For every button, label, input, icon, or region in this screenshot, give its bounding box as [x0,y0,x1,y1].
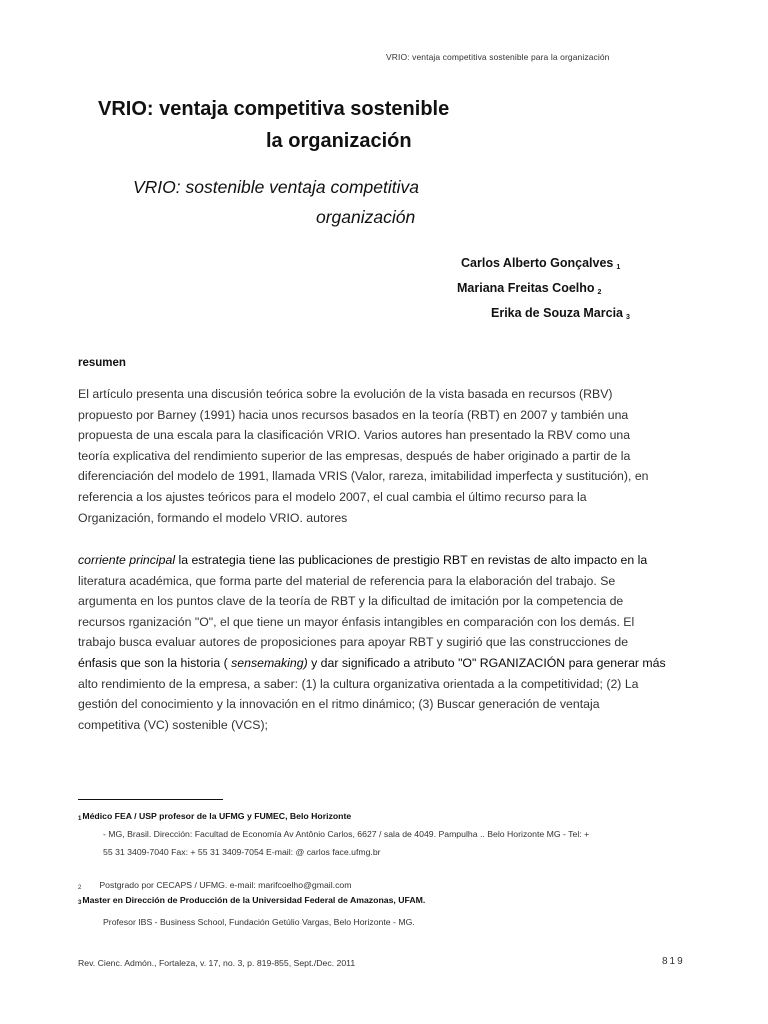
footnote-text: Médico FEA / USP profesor de la UFMG y FUMEC, Belo Horizonte [82,811,352,821]
text-line [78,550,698,571]
author-mark: 1 [616,264,621,271]
text-line: recursos rganización "O", el que tiene un mayor énfasis intangibles en comparación con los demás. El [78,614,635,629]
text-line: propuesto por Barney (1991) hacia unos recursos basados en la teoría (RBT) en 2007 y también una [78,407,629,422]
footnote-mark: 3 [78,900,82,906]
text-line: argumenta en los puntos clave de la teoría de RBT y la dificultad de imitación por la competencia de [78,594,624,609]
footnote-3 [78,895,425,905]
footnote-3-line-2: Profesor IBS - Business School, Fundación Getúlio Vargas, Belo Horizonte - MG. [103,917,415,927]
text-run: la estrategia tiene las publicaciones de prestigio RBT en revistas de alto impacto en la [175,553,648,567]
author-name: Mariana Freitas Coelho [457,281,595,295]
text-run: y dar significado a atributo "O" RGANIZACIÓN para generar más [307,655,666,670]
text-run: énfasis que son la historia ( [78,655,232,670]
abstract-paragraph-1 [78,384,698,528]
text-line: propuesta de una escala para la clasificación VRIO. Varios autores han presentado la RBV como una [78,428,631,443]
footnote-text: Postgrado por CECAPS / UFMG. e-mail: marifcoelho@gmail.com [99,880,352,890]
text-line: alto rendimiento de la empresa, a saber: (1) la cultura organizativa orientada a la competitividad; (2) La [78,676,639,691]
text-line: gestión del conocimiento y la innovación en el ritmo dinámico; (3) Buscar generación de ventaja [78,697,600,712]
italic-phrase: sensemaking) [231,655,308,670]
text-line [78,653,698,674]
italic-phrase: corriente principal [78,553,176,567]
subtitle-line-2: organización [316,207,416,227]
footnote-1-line-2: - MG, Brasil. Dirección: Facultad de Economía Av Antônio Carlos, 6627 / sala de 4049. Pampulha .. Belo Horizonte MG - Tel: + [103,829,590,839]
abstract-paragraph-2 [78,550,698,735]
title-line-1: VRIO: ventaja competitiva sostenible [98,98,450,120]
author-name: Carlos Alberto Gonçalves [461,256,614,270]
footnote-text: Master en Dirección de Producción de la Universidad Federal de Amazonas, UFAM. [82,895,426,905]
running-head: VRIO: ventaja competitiva sostenible para la organización [386,52,610,62]
text-line: diferenciación del modelo de 1991, llamada VRIS (Valor, rareza, imitabilidad imperfecta y sustitución), en [78,469,649,484]
page-number: 819 [662,956,685,967]
text-line: Organización, formando el modelo VRIO. autores [78,510,348,525]
text-line: competitiva (VC) sostenible (VCS); [78,717,268,732]
text-line: trabajo busca evaluar autores de proposiciones para apoyar RBT y sugirió que las construcciones de [78,635,629,650]
journal-citation: Rev. Cienc. Admón., Fortaleza, v. 17, no. 3, p. 819-855, Sept./Dec. 2011 [78,958,356,968]
footnote-1 [78,811,351,821]
subtitle-line-1: VRIO: sostenible ventaja competitiva [133,177,419,197]
text-line: El artículo presenta una discusión teórica sobre la evolución de la vista basada en recursos (RBV) [78,387,613,401]
text-line: referencia a los ajustes teóricos para el modelo 2007, el cual cambia el último recurso para la [78,489,587,504]
text-line: teoría explicativa del rendimiento superior de las empresas, después de haber originado a partir de la [78,448,631,463]
footnote-1-line-3: 55 31 3409-7040 Fax: + 55 31 3409-7054 E-mail: @ carlos face.ufmg.br [103,847,381,857]
author-name: Erika de Souza Marcia [491,306,624,320]
footnote-2 [78,880,352,890]
title-line-2: la organización [266,130,412,152]
footnote-divider [78,799,223,800]
footnote-mark: 2 [78,885,82,891]
abstract-heading: resumen [78,357,126,369]
author-1 [461,256,620,270]
author-mark: 3 [626,314,630,321]
author-2 [457,281,601,295]
author-mark: 2 [597,289,602,296]
footnote-mark: 1 [78,816,82,822]
author-3 [491,306,630,320]
text-line: literatura académica, que forma parte del material de referencia para la elaboración del trabajo. Se [78,573,616,588]
